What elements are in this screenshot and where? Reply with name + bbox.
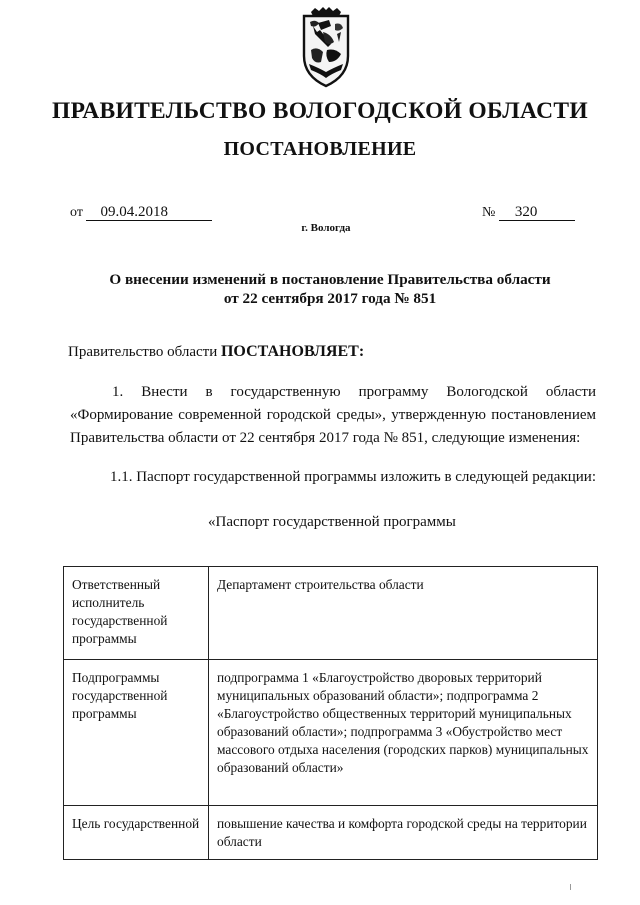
document-date: 09.04.2018 [86,204,212,221]
government-title: ПРАВИТЕЛЬСТВО ВОЛОГОДСКОЙ ОБЛАСТИ [52,98,588,124]
date-field [70,204,212,221]
city: г. Вологда [301,222,351,234]
passport-title: «Паспорт государственной программы [208,514,456,530]
date-prefix: от [70,205,83,220]
vologda-coat-of-arms-icon [301,6,351,88]
document-subject [80,270,580,308]
number-field [482,204,575,221]
table-row [64,806,598,860]
row-value: Департамент строительства области [209,567,598,660]
row-value: повышение качества и комфорта городской среды на территории области [209,806,598,860]
number-prefix: № [482,205,496,220]
preamble [68,342,364,362]
document-type: ПОСТАНОВЛЕНИЕ [223,138,417,160]
table-row [64,660,598,806]
document-number: 320 [499,204,575,221]
row-value: подпрограмма 1 «Благоустройство дворовых территорий муниципальных образований области»; подпрограмма 2 «Благоустройство общественных территорий муниципальных образований области»; подпрограмма 3 «Обустройство мест массового отдыха населения (городских парков) муниципальных образований области» [209,660,598,806]
paragraph-item-1: 1. Внести в государственную программу Вологодской области «Формирование современной городской среды», утвержденную постановлением Правительства области от 22 сентября 2017 года № 851, следующие изменения: [70,384,596,446]
subject-line-1: О внесении изменений в постановление Правительства области [109,271,551,288]
row-label: Цель государственной [64,806,209,860]
subject-line-2: от 22 сентября 2017 года № 851 [223,290,437,307]
preamble-text: Правительство области [68,344,221,360]
passport-table [63,566,598,860]
table-row [64,567,598,660]
row-label: Подпрограммы государственной программы [64,660,209,806]
preamble-decree: ПОСТАНОВЛЯЕТ: [220,343,365,360]
row-label: Ответственный исполнитель государственной программы [64,567,209,660]
coat-of-arms [301,6,351,88]
paragraph-item-1-1: 1.1. Паспорт государственной программы изложить в следующей редакции: [110,469,596,485]
scan-speck [570,884,571,890]
